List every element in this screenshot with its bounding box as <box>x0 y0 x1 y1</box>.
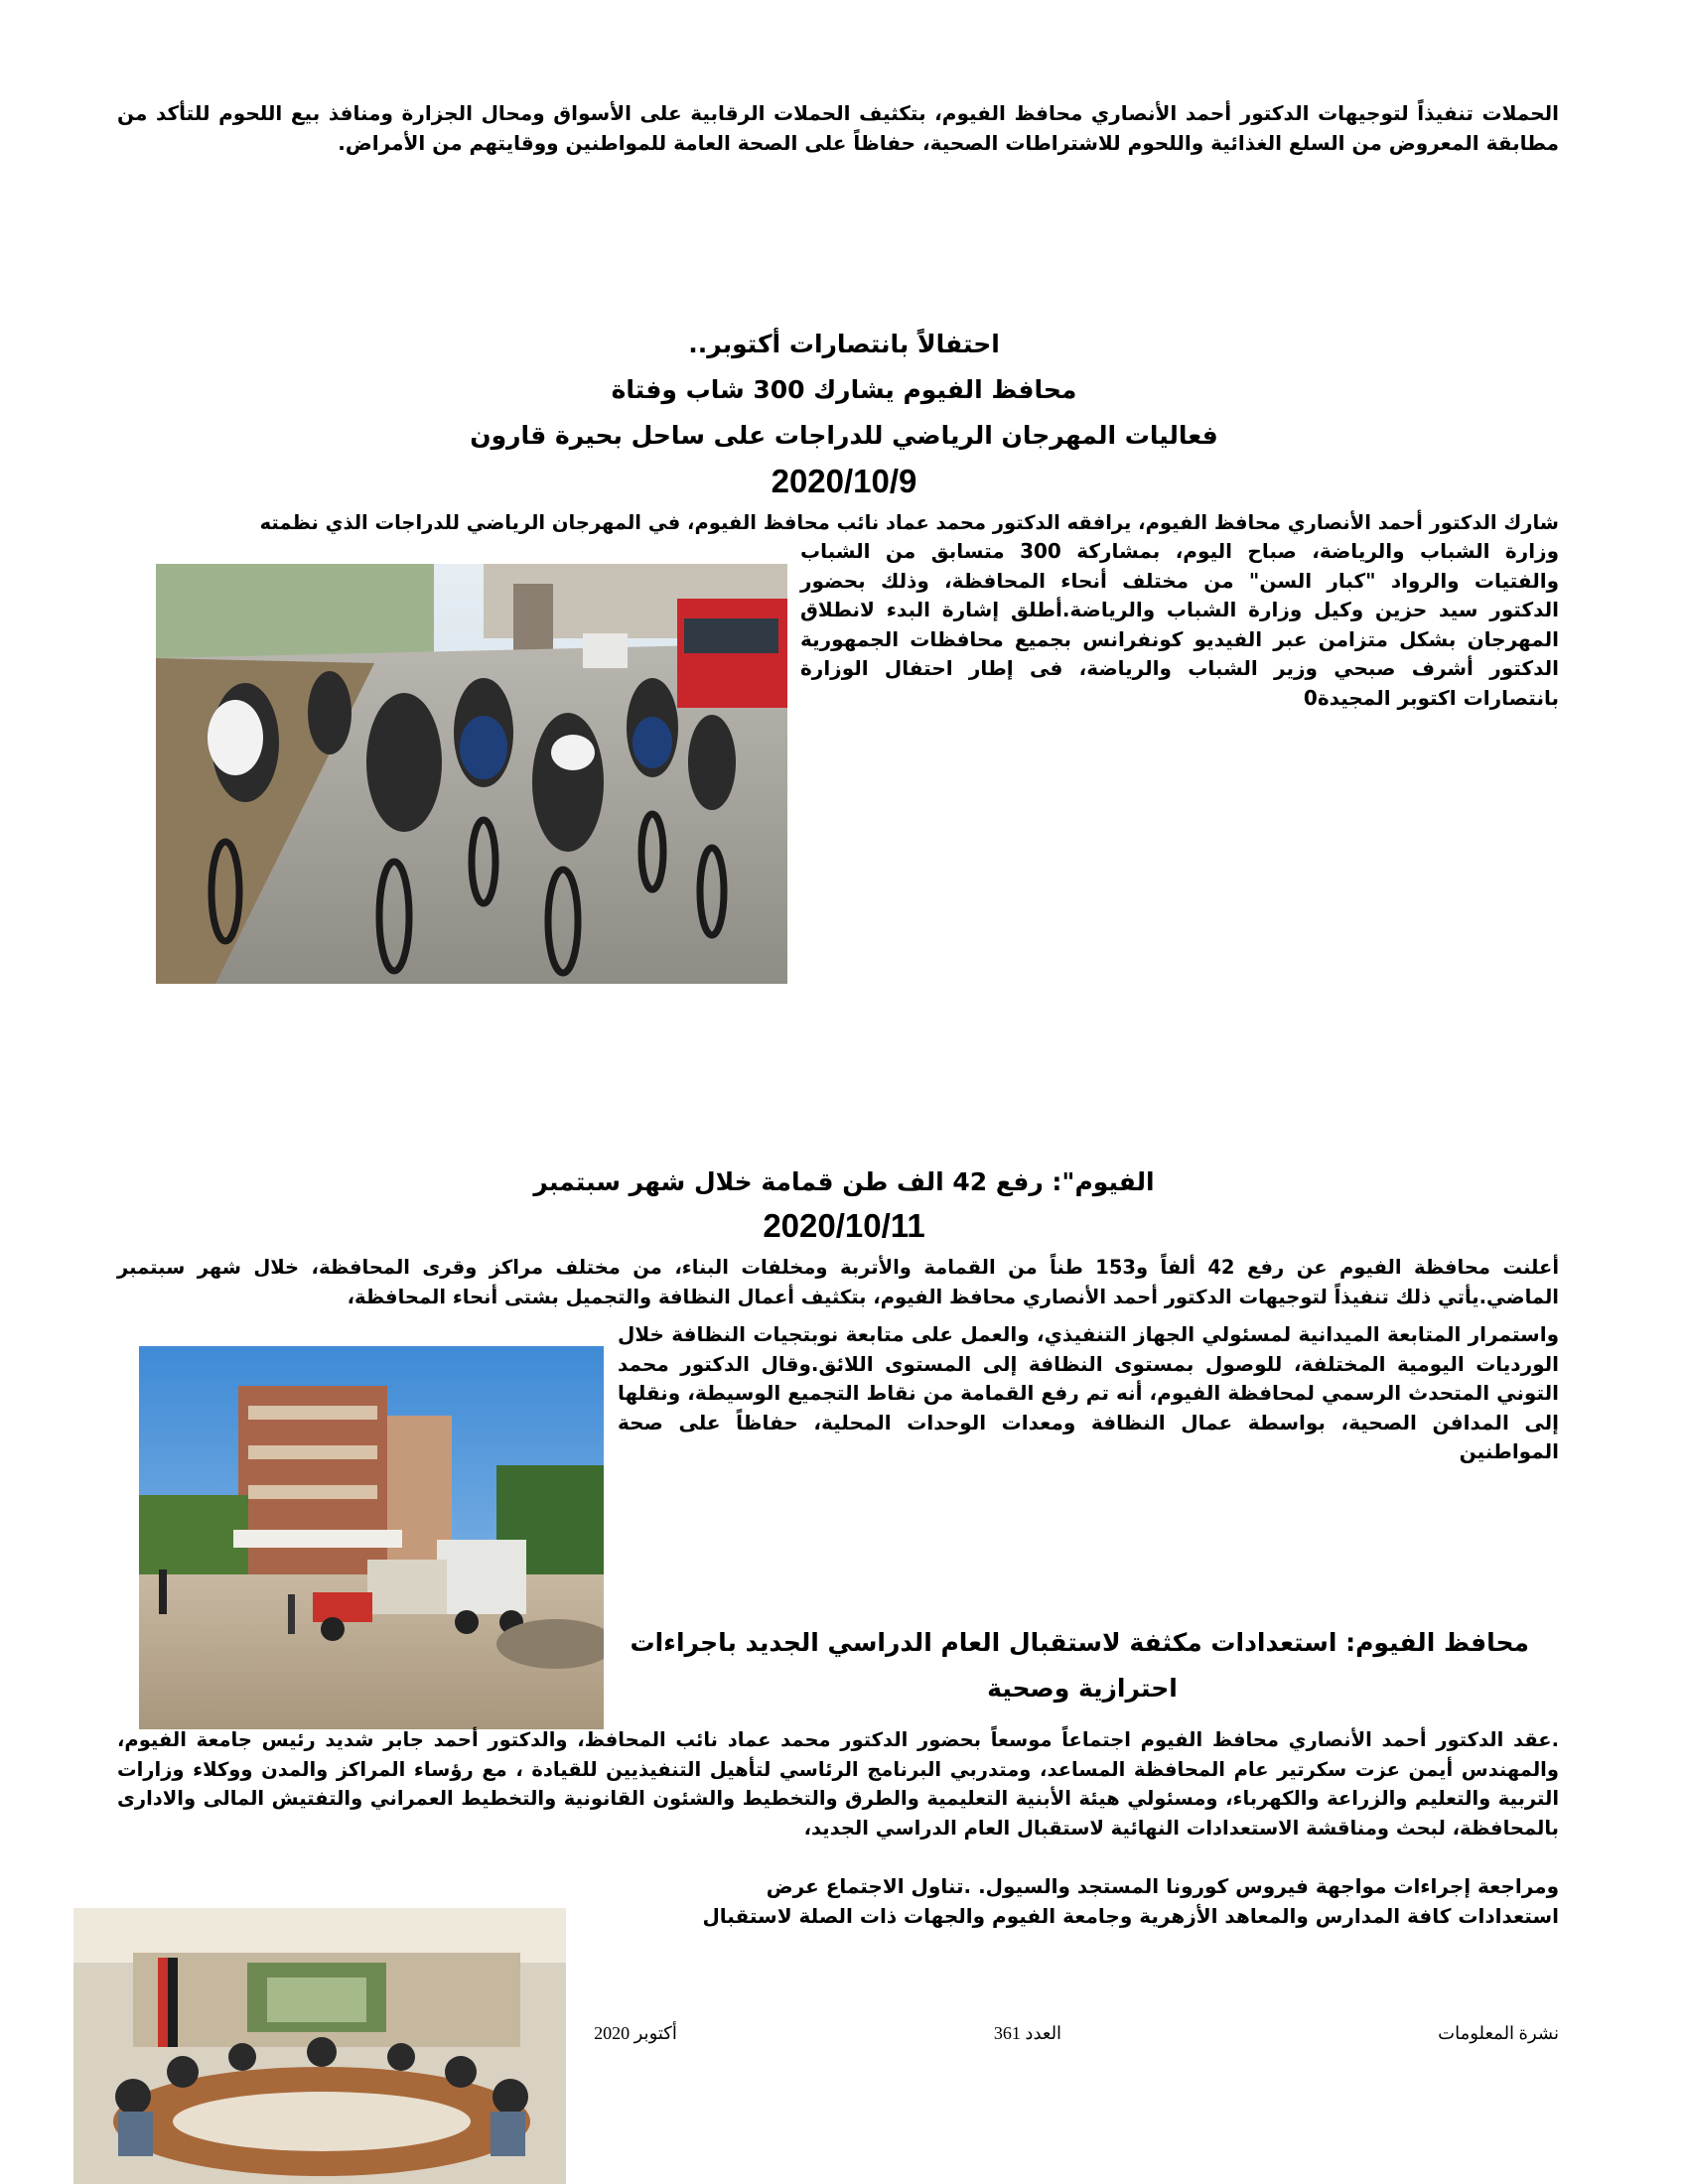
article1-headline-line1: احتفالاً بانتصارات أكتوبر.. <box>688 330 1000 358</box>
footer-month: أكتوبر 2020 <box>594 2023 677 2043</box>
cyclists-photo <box>156 564 787 984</box>
article3-headline-line2: احترازية وصحية <box>987 1674 1178 1703</box>
article3-line-b: استعدادات كافة المدارس والمعاهد الأزهرية وجامعة الفيوم والجهات ذات الصلة لاستقبال <box>702 1904 1559 1928</box>
article3-lead: .عقد الدكتور أحمد الأنصاري محافظ الفيوم اجتماعاً موسعاً بحضور الدكتور محمد عماد نائب المحافظ، والدكتور أحمد جابر شديد رئيس جامعة الفيوم، والمهندس أيمن عزت سكرتير عام المحافظة المساعد، ومتدربي البرنامج الرئاسي لتأهيل التنفيذيين للقيادة ، مع رؤساء المراكز والمدن ووكلاء وزارات التربية والتعليم والزراعة والكهرباء، ومسئولي هيئة الأبنية التعليمية والطرق والتخطيط والشئون القانونية والتخطيط العمراني والتفتيش المالى والادارى بالمحافظة، لبحث ومناقشة الاستعدادات النهائية لاستقبال العام الدراسي الجديد، <box>117 1728 1559 1840</box>
street-cleaning-photo <box>139 1346 604 1729</box>
intro-paragraph: الحملات تنفيذاً لتوجيهات الدكتور أحمد الأنصاري محافظ الفيوم، بتكثيف الحملات الرقابية على الأسواق ومحال الجزارة ومنافذ بيع اللحوم للتأكد من مطابقة المعروض من السلع الغذائية واللحوم للاشتراطات الصحية، حفاظاً على الصحة العامة للمواطنين ووقايتهم من الأمراض. <box>117 101 1559 155</box>
article1-lead: شارك الدكتور أحمد الأنصاري محافظ الفيوم، يرافقه الدكتور محمد عماد نائب محافظ الفيوم، في المهرجان الرياضي للدراجات الذي نظمته <box>259 511 1559 534</box>
footer-publication: نشرة المعلومات <box>1438 2023 1559 2043</box>
article3-line-a: ومراجعة إجراءات مواجهة فيروس كورونا المستجد والسيول. .تناول الاجتماع عرض <box>766 1874 1559 1898</box>
article1-headline-line3: فعاليات المهرجان الرياضي للدراجات على ساحل بحيرة قارون <box>470 421 1218 450</box>
footer-issue: العدد 361 <box>993 2023 1062 2043</box>
article2-body: واستمرار المتابعة الميدانية لمسئولي الجهاز التنفيذي، والعمل على متابعة نوبتجيات النظافة خلال الورديات اليومية المختلفة، للوصول بمستوى النظافة إلى المستوى اللائق.وقال الدكتور محمد التوني المتحدث الرسمي لمحافظة الفيوم، أنه تم رفع القمامة من نقاط التجميع الوسيطة، ونقلها إلى المدافن الصحية، بواسطة عمال النظافة ومعدات الوحدات المحلية، حفاظاً على صحة المواطنين <box>618 1322 1559 1463</box>
meeting-photo <box>73 1908 566 2184</box>
article3-headline-line1: محافظ الفيوم: استعدادات مكثفة لاستقبال العام الدراسي الجديد باجراءات <box>630 1628 1529 1657</box>
article1-body: وزارة الشباب والرياضة، صباح اليوم، بمشاركة 300 متسابق من الشباب والفتيات والرواد "كبار السن" من مختلف أنحاء المحافظة، وذلك بحضور الدكتور سيد حزين وكيل وزارة الشباب والرياضة.أطلق إشارة البدء لانطلاق المهرجان بشكل متزامن عبر الفيديو كونفرانس بجميع محافظات الجمهورية الدكتور أشرف صبحي وزير الشباب والرياضة، فى إطار احتفال الوزارة بانتصارات اكتوبر المجيدة0 <box>800 539 1559 710</box>
article2-date: 2020/10/11 <box>763 1207 925 1244</box>
article1-date: 2020/10/9 <box>771 463 917 499</box>
article2-headline: الفيوم": رفع 42 الف طن قمامة خلال شهر سبتمبر <box>533 1167 1155 1196</box>
article1-headline-line2: محافظ الفيوم يشارك 300 شاب وفتاة <box>611 375 1077 404</box>
article2-lead: أعلنت محافظة الفيوم عن رفع 42 ألفاً و153 طناً من القمامة والأتربة ومخلفات البناء، من مختلف مراكز وقرى المحافظة، خلال شهر سبتمبر الماضي.يأتي ذلك تنفيذاً لتوجيهات الدكتور أحمد الأنصاري محافظ الفيوم، بتكثيف أعمال النظافة والتجميل بشتى أنحاء المحافظة، <box>117 1256 1559 1308</box>
